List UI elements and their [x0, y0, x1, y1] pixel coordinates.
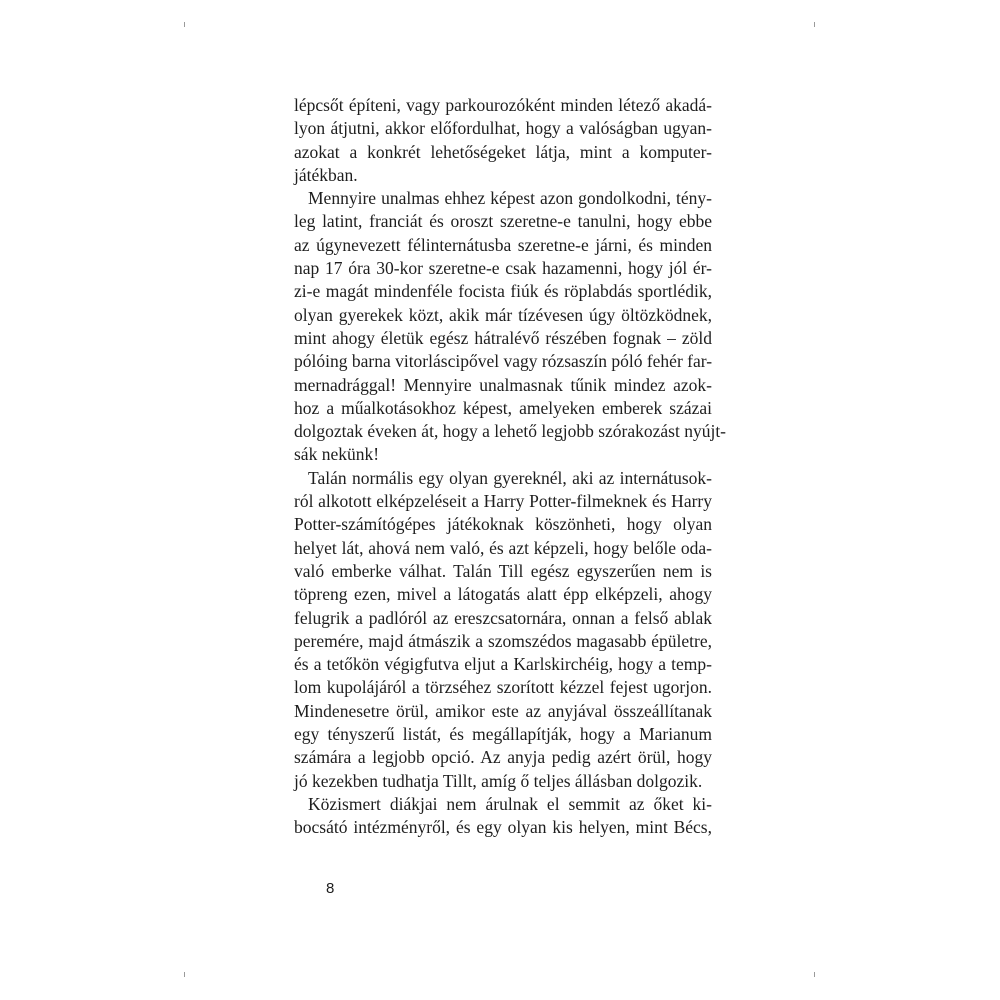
- crop-mark-top-left: [184, 22, 185, 27]
- text-line: Mindenesetre örül, amikor este az anyjával összeállítanak: [294, 700, 712, 721]
- text-line: hoz a műalkotásokhoz képest, amelyeken emberek százai: [294, 397, 712, 418]
- text-line: Közismert diákjai nem árulnak el semmit az őket ki-: [308, 793, 712, 814]
- text-line: lom kupolájáról a törzséhez szorított kézzel fejest ugorjon.: [294, 677, 712, 698]
- text-line: pólóing barna vitorláscipővel vagy rózsaszín póló fehér far-: [294, 351, 713, 372]
- text-line: mernadrággal! Mennyire unalmasnak tűnik mindez azok-: [294, 374, 712, 395]
- text-line: dolgoztak éveken át, hogy a lehető legjobb szórakozást nyújt-: [294, 421, 727, 442]
- text-line: lépcsőt építeni, vagy parkourozóként minden létező akadá-: [294, 95, 712, 115]
- text-line: olyan gyerekek közt, akik már tízévesen úgy öltözködnek,: [294, 304, 712, 325]
- text-line: való emberke válhat. Talán Till egész egyszerűen nem is: [294, 560, 712, 581]
- crop-mark-bottom-left: [184, 972, 185, 977]
- text-line: bocsátó intézményről, és egy olyan kis helyen, mint Bécs,: [294, 817, 712, 838]
- page-number: 8: [326, 880, 335, 897]
- text-line: leg latint, franciát és oroszt szeretne-e tanulni, hogy ebbe: [294, 211, 712, 232]
- crop-mark-top-right: [814, 22, 815, 27]
- text-line: Talán normális egy olyan gyereknél, aki az internátusok-: [308, 467, 712, 488]
- text-line: sák nekünk!: [294, 444, 380, 465]
- text-line: játékban.: [294, 164, 358, 185]
- text-line: zi-e magát mindenféle focista fiúk és röplabdás sportlédik,: [294, 281, 712, 302]
- text-line: jó kezekben tudhatja Tillt, amíg ő teljes állásban dolgozik.: [294, 770, 703, 791]
- text-line: peremére, majd átmászik a szomszédos magasabb épületre,: [294, 630, 712, 651]
- text-line: helyet lát, ahová nem való, és azt képzeli, hogy belőle oda-: [294, 537, 712, 558]
- text-line: egy tényszerű listát, és megállapítják, hogy a Marianum: [294, 724, 712, 745]
- text-line: számára a legjobb opció. Az anyja pedig azért örül, hogy: [294, 747, 712, 768]
- text-line: azokat a konkrét lehetőségeket látja, mint a komputer-: [294, 141, 712, 162]
- text-line: nap 17 óra 30-kor szeretne-e csak hazamenni, hogy jól ér-: [294, 258, 712, 279]
- crop-mark-bottom-right: [814, 972, 815, 977]
- text-line: mint ahogy életük egész hátralévő részében fognak – zöld: [294, 327, 712, 348]
- text-line: Potter-számítógépes játékoknak köszönheti, hogy olyan: [294, 514, 712, 535]
- text-line: lyon átjutni, akkor előfordulhat, hogy a valóságban ugyan-: [294, 118, 712, 139]
- text-line: és a tetőkön végigfutva eljut a Karlskirchéig, hogy a temp-: [294, 654, 712, 675]
- body-text: [294, 94, 727, 840]
- text-line: ról alkotott elképzeléseit a Harry Potter-filmeknek és Harry: [294, 491, 712, 512]
- text-line: töpreng ezen, mivel a látogatás alatt épp elképzeli, ahogy: [294, 584, 712, 605]
- text-line: az úgynevezett félinternátusba szeretne-e járni, és minden: [294, 234, 712, 255]
- text-line: Mennyire unalmas ehhez képest azon gondolkodni, tény-: [308, 188, 712, 209]
- text-line: felugrik a padlóról az ereszcsatornára, onnan a felső ablak: [294, 607, 712, 628]
